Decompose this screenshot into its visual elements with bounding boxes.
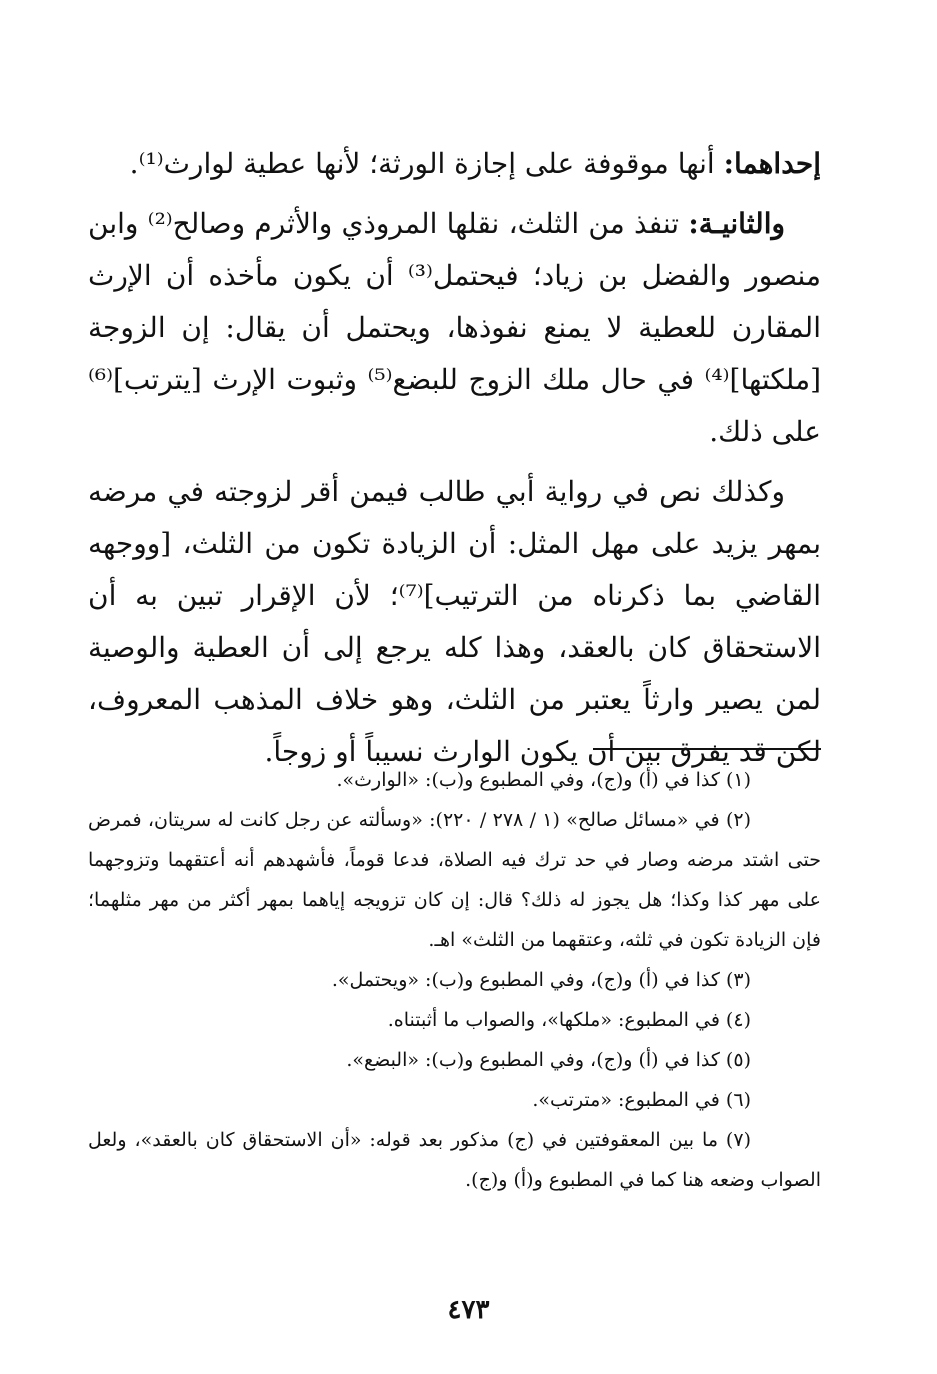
main-text — [88, 138, 821, 786]
paragraph-1 — [88, 138, 821, 190]
footnote-5: (٥) كذا في (أ) و(ج)، وفي المطبوع و(ب): «البضع». — [346, 1049, 751, 1071]
paragraph-1-lead: إحداهما: — [723, 147, 821, 180]
paragraph-1-text: أنها موقوفة على إجازة الورثة؛ لأنها عطية لوارث⁽¹⁾. — [129, 147, 724, 180]
footnote-1: (١) كذا في (أ) و(ج)، وفي المطبوع و(ب): «الوارث». — [336, 769, 751, 791]
paragraph-3 — [88, 466, 821, 778]
paragraph-2 — [88, 198, 821, 458]
footnote-2: (٢) في «مسائل صالح» (١ / ٢٧٨ / ٢٢٠): «وسألته عن رجل كانت له سريتان، فمرض حتى اشتد مرضه وصار في حد ترك فيه الصلاة، فدعا قوماً، فأشهدهم أنه أعتقهما وتزوجهما على مهر كذا وكذا؛ هل يجوز له ذلك؟ قال: إن كان تزويجه إياهما بمهر أكثر من مهر مثلهما؛ فإن الزيادة تكون في ثلثه، وعتقهما من الثلث» اهـ. — [88, 809, 821, 951]
footnote-separator — [593, 748, 821, 750]
footnotes — [88, 760, 821, 1200]
footnote-3: (٣) كذا في (أ) و(ج)، وفي المطبوع و(ب): «ويحتمل». — [331, 969, 751, 991]
footnote-6: (٦) في المطبوع: «مترتب». — [532, 1089, 751, 1111]
footnote-4: (٤) في المطبوع: «ملكها»، والصواب ما أثبتناه. — [387, 1009, 751, 1031]
footnote-7: (٧) ما بين المعقوفتين في (ج) مذكور بعد قوله: «أن الاستحقاق كان بالعقد»، ولعل الصواب وضعه هنا كما في المطبوع و(أ) و(ج). — [88, 1129, 821, 1191]
paragraph-3-text: وكذلك نص في رواية أبي طالب فيمن أقر لزوجته في مرضه بمهر يزيد على مهل المثل: أن الزيادة تكون من الثلث، [ووجهه القاضي بما ذكرناه من الترتيب]⁽⁷⁾؛ لأن الإقرار تبين به أن الاستحقاق كان بالعقد، وهذا كله يرجع إلى أن العطية والوصية لمن يصير وارثاً يعتبر من الثلث، وهو خلاف المذهب المعروف، لكن قد يفرق بين أن يكون الوارث نسيباً أو زوجاً. — [88, 475, 821, 768]
paragraph-2-lead: والثانيـة: — [688, 207, 785, 240]
paragraph-2-text: تنفذ من الثلث، نقلها المروذي والأثرم وصالح⁽²⁾ وابن منصور والفضل بن زياد؛ فيحتمل⁽³⁾ أن يكون مأخذه أن الإرث المقارن للعطية لا يمنع نفوذها، ويحتمل أن يقال: إن الزوجة [ملكتها]⁽⁴⁾ في حال ملك الزوج للبضع⁽⁵⁾ وثبوت الإرث [يترتب]⁽⁶⁾ على ذلك. — [88, 207, 822, 448]
page-number: ٤٧٣ — [447, 1295, 490, 1325]
